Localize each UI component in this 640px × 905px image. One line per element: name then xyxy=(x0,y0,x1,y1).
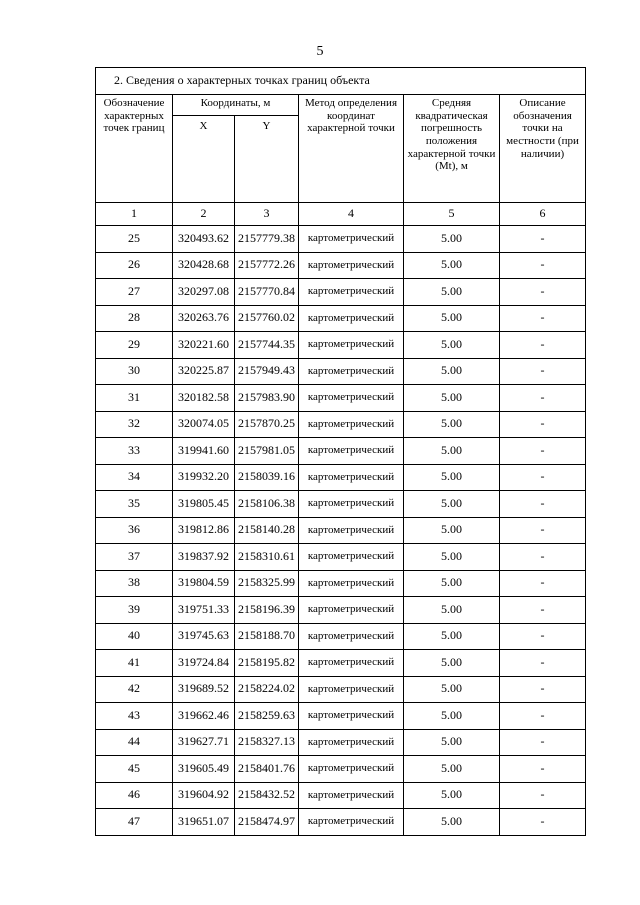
header-method: Метод определения координат характерной точки xyxy=(299,95,404,203)
point-number: 25 xyxy=(96,226,173,253)
column-number: 3 xyxy=(235,203,299,226)
description-cell: - xyxy=(500,517,586,544)
header-x: X xyxy=(173,116,235,203)
accuracy-cell: 5.00 xyxy=(404,226,500,253)
method-cell: картометрический xyxy=(299,226,404,253)
coord-x: 319932.20 xyxy=(173,464,235,491)
description-cell: - xyxy=(500,305,586,332)
column-number-row xyxy=(96,203,586,226)
table-row xyxy=(96,650,586,677)
coord-x: 319651.07 xyxy=(173,809,235,836)
accuracy-cell: 5.00 xyxy=(404,491,500,518)
description-cell: - xyxy=(500,729,586,756)
description-cell: - xyxy=(500,809,586,836)
table-row xyxy=(96,305,586,332)
section-title-row xyxy=(96,68,586,95)
coord-x: 319804.59 xyxy=(173,570,235,597)
accuracy-cell: 5.00 xyxy=(404,729,500,756)
accuracy-cell: 5.00 xyxy=(404,517,500,544)
description-cell: - xyxy=(500,279,586,306)
description-cell: - xyxy=(500,438,586,465)
table-row xyxy=(96,464,586,491)
description-cell: - xyxy=(500,226,586,253)
point-number: 28 xyxy=(96,305,173,332)
table-row xyxy=(96,226,586,253)
description-cell: - xyxy=(500,411,586,438)
coord-x: 320074.05 xyxy=(173,411,235,438)
method-cell: картометрический xyxy=(299,809,404,836)
table-row xyxy=(96,570,586,597)
description-cell: - xyxy=(500,703,586,730)
accuracy-cell: 5.00 xyxy=(404,623,500,650)
accuracy-cell: 5.00 xyxy=(404,809,500,836)
description-cell: - xyxy=(500,332,586,359)
table-row xyxy=(96,544,586,571)
point-number: 39 xyxy=(96,597,173,624)
table-row xyxy=(96,809,586,836)
table-row xyxy=(96,438,586,465)
method-cell: картометрический xyxy=(299,703,404,730)
table-row xyxy=(96,411,586,438)
column-number: 4 xyxy=(299,203,404,226)
header-point-id: Обозначение характерных точек границ xyxy=(96,95,173,203)
accuracy-cell: 5.00 xyxy=(404,676,500,703)
table-row xyxy=(96,597,586,624)
boundary-points-table xyxy=(95,67,586,836)
table-row xyxy=(96,782,586,809)
accuracy-cell: 5.00 xyxy=(404,756,500,783)
header-y: Y xyxy=(235,116,299,203)
description-cell: - xyxy=(500,358,586,385)
column-number: 6 xyxy=(500,203,586,226)
coord-x: 319805.45 xyxy=(173,491,235,518)
point-number: 47 xyxy=(96,809,173,836)
accuracy-cell: 5.00 xyxy=(404,782,500,809)
accuracy-cell: 5.00 xyxy=(404,570,500,597)
point-number: 45 xyxy=(96,756,173,783)
coord-y: 2157983.90 xyxy=(235,385,299,412)
point-number: 36 xyxy=(96,517,173,544)
description-cell: - xyxy=(500,464,586,491)
description-cell: - xyxy=(500,623,586,650)
accuracy-cell: 5.00 xyxy=(404,438,500,465)
table-row xyxy=(96,703,586,730)
point-number: 29 xyxy=(96,332,173,359)
coord-x: 319812.86 xyxy=(173,517,235,544)
table-row xyxy=(96,729,586,756)
table-row xyxy=(96,385,586,412)
coord-x: 319724.84 xyxy=(173,650,235,677)
coord-x: 319627.71 xyxy=(173,729,235,756)
description-cell: - xyxy=(500,782,586,809)
point-number: 32 xyxy=(96,411,173,438)
point-number: 31 xyxy=(96,385,173,412)
point-number: 34 xyxy=(96,464,173,491)
accuracy-cell: 5.00 xyxy=(404,385,500,412)
method-cell: картометрический xyxy=(299,438,404,465)
header-accuracy: Средняя квадратическая погрешность положения характерной точки (Mt), м xyxy=(404,95,500,203)
description-cell: - xyxy=(500,756,586,783)
coord-x: 319745.63 xyxy=(173,623,235,650)
coord-y: 2158310.61 xyxy=(235,544,299,571)
description-cell: - xyxy=(500,570,586,597)
method-cell: картометрический xyxy=(299,332,404,359)
coord-x: 319941.60 xyxy=(173,438,235,465)
accuracy-cell: 5.00 xyxy=(404,252,500,279)
accuracy-cell: 5.00 xyxy=(404,464,500,491)
coord-y: 2158474.97 xyxy=(235,809,299,836)
coord-y: 2158432.52 xyxy=(235,782,299,809)
coord-x: 320493.62 xyxy=(173,226,235,253)
point-number: 40 xyxy=(96,623,173,650)
coord-x: 319662.46 xyxy=(173,703,235,730)
method-cell: картометрический xyxy=(299,756,404,783)
method-cell: картометрический xyxy=(299,411,404,438)
column-number: 5 xyxy=(404,203,500,226)
accuracy-cell: 5.00 xyxy=(404,279,500,306)
method-cell: картометрический xyxy=(299,729,404,756)
coord-x: 320225.87 xyxy=(173,358,235,385)
point-number: 26 xyxy=(96,252,173,279)
method-cell: картометрический xyxy=(299,385,404,412)
coord-x: 320297.08 xyxy=(173,279,235,306)
section-title: 2. Сведения о характерных точках границ объекта xyxy=(96,68,586,95)
method-cell: картометрический xyxy=(299,650,404,677)
table-body xyxy=(96,226,586,836)
coord-y: 2158325.99 xyxy=(235,570,299,597)
method-cell: картометрический xyxy=(299,597,404,624)
coord-x: 319837.92 xyxy=(173,544,235,571)
coord-y: 2158195.82 xyxy=(235,650,299,677)
description-cell: - xyxy=(500,676,586,703)
coord-y: 2158401.76 xyxy=(235,756,299,783)
coord-y: 2158188.70 xyxy=(235,623,299,650)
method-cell: картометрический xyxy=(299,570,404,597)
method-cell: картометрический xyxy=(299,517,404,544)
header-description: Описание обозначения точки на местности (при наличии) xyxy=(500,95,586,203)
coord-x: 320182.58 xyxy=(173,385,235,412)
accuracy-cell: 5.00 xyxy=(404,305,500,332)
description-cell: - xyxy=(500,385,586,412)
table-row xyxy=(96,517,586,544)
method-cell: картометрический xyxy=(299,544,404,571)
coord-y: 2157779.38 xyxy=(235,226,299,253)
method-cell: картометрический xyxy=(299,279,404,306)
page-number: 5 xyxy=(316,44,324,59)
coord-y: 2158039.16 xyxy=(235,464,299,491)
method-cell: картометрический xyxy=(299,252,404,279)
column-number: 1 xyxy=(96,203,173,226)
table-row xyxy=(96,279,586,306)
coord-x: 319605.49 xyxy=(173,756,235,783)
method-cell: картометрический xyxy=(299,782,404,809)
method-cell: картометрический xyxy=(299,623,404,650)
coord-y: 2158224.02 xyxy=(235,676,299,703)
point-number: 44 xyxy=(96,729,173,756)
coord-x: 320221.60 xyxy=(173,332,235,359)
table-row xyxy=(96,676,586,703)
accuracy-cell: 5.00 xyxy=(404,544,500,571)
coord-y: 2158196.39 xyxy=(235,597,299,624)
method-cell: картометрический xyxy=(299,491,404,518)
table-row xyxy=(96,332,586,359)
header-row xyxy=(96,95,586,116)
coord-y: 2158106.38 xyxy=(235,491,299,518)
description-cell: - xyxy=(500,491,586,518)
point-number: 35 xyxy=(96,491,173,518)
point-number: 30 xyxy=(96,358,173,385)
accuracy-cell: 5.00 xyxy=(404,358,500,385)
description-cell: - xyxy=(500,650,586,677)
header-coords: Координаты, м xyxy=(173,95,299,116)
coord-x: 319689.52 xyxy=(173,676,235,703)
accuracy-cell: 5.00 xyxy=(404,411,500,438)
point-number: 33 xyxy=(96,438,173,465)
method-cell: картометрический xyxy=(299,305,404,332)
coord-y: 2157770.84 xyxy=(235,279,299,306)
method-cell: картометрический xyxy=(299,676,404,703)
table-row xyxy=(96,491,586,518)
point-number: 37 xyxy=(96,544,173,571)
coord-y: 2157744.35 xyxy=(235,332,299,359)
coord-y: 2157981.05 xyxy=(235,438,299,465)
description-cell: - xyxy=(500,544,586,571)
accuracy-cell: 5.00 xyxy=(404,597,500,624)
method-cell: картометрический xyxy=(299,464,404,491)
method-cell: картометрический xyxy=(299,358,404,385)
coord-y: 2158327.13 xyxy=(235,729,299,756)
table-row xyxy=(96,252,586,279)
accuracy-cell: 5.00 xyxy=(404,650,500,677)
coord-y: 2157949.43 xyxy=(235,358,299,385)
coord-y: 2157870.25 xyxy=(235,411,299,438)
point-number: 46 xyxy=(96,782,173,809)
point-number: 42 xyxy=(96,676,173,703)
point-number: 41 xyxy=(96,650,173,677)
description-cell: - xyxy=(500,597,586,624)
table-row xyxy=(96,756,586,783)
column-number: 2 xyxy=(173,203,235,226)
point-number: 27 xyxy=(96,279,173,306)
point-number: 38 xyxy=(96,570,173,597)
table-row xyxy=(96,358,586,385)
accuracy-cell: 5.00 xyxy=(404,332,500,359)
description-cell: - xyxy=(500,252,586,279)
coord-y: 2158259.63 xyxy=(235,703,299,730)
coord-x: 319751.33 xyxy=(173,597,235,624)
coord-y: 2157760.02 xyxy=(235,305,299,332)
coord-x: 320428.68 xyxy=(173,252,235,279)
coord-y: 2157772.26 xyxy=(235,252,299,279)
coord-x: 319604.92 xyxy=(173,782,235,809)
point-number: 43 xyxy=(96,703,173,730)
coord-y: 2158140.28 xyxy=(235,517,299,544)
coord-x: 320263.76 xyxy=(173,305,235,332)
table-row xyxy=(96,623,586,650)
accuracy-cell: 5.00 xyxy=(404,703,500,730)
